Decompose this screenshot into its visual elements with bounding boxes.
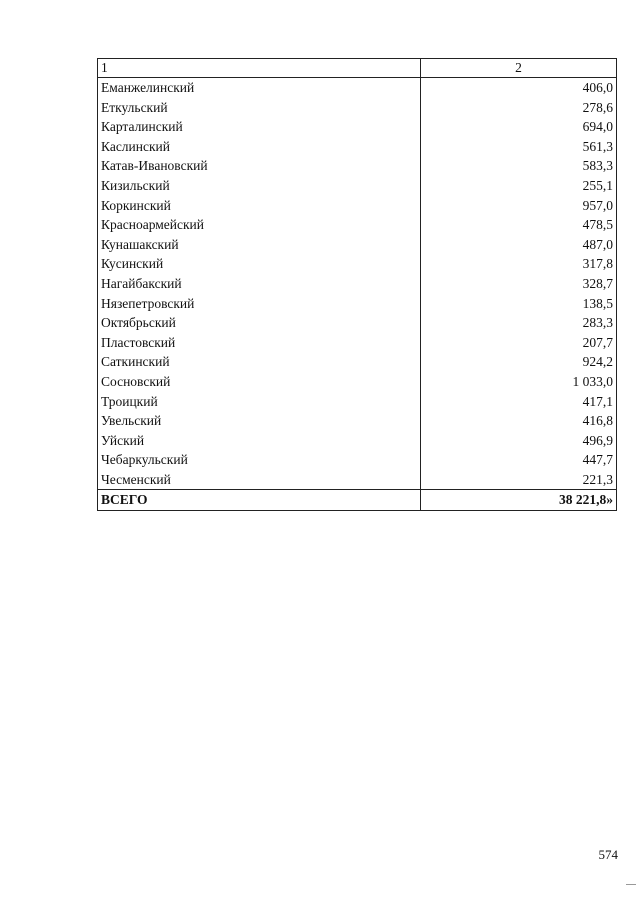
district-value: 221,3 — [421, 470, 617, 490]
district-name: Саткинский — [98, 352, 421, 372]
district-value: 1 033,0 — [421, 372, 617, 392]
district-value: 561,3 — [421, 137, 617, 157]
table-row — [98, 78, 617, 98]
table-row — [98, 313, 617, 333]
district-value: 487,0 — [421, 235, 617, 255]
district-name: Карталинский — [98, 117, 421, 137]
district-value: 207,7 — [421, 333, 617, 353]
district-value: 317,8 — [421, 254, 617, 274]
allocation-table — [97, 58, 617, 511]
district-name: Коркинский — [98, 196, 421, 216]
total-label: ВСЕГО — [98, 490, 421, 511]
district-name: Кизильский — [98, 176, 421, 196]
table-row — [98, 294, 617, 314]
district-value: 496,9 — [421, 431, 617, 451]
district-value: 583,3 — [421, 156, 617, 176]
district-value: 138,5 — [421, 294, 617, 314]
table-row — [98, 235, 617, 255]
table-row — [98, 450, 617, 470]
district-value: 255,1 — [421, 176, 617, 196]
header-row — [98, 59, 617, 78]
table-row — [98, 392, 617, 412]
district-value: 416,8 — [421, 411, 617, 431]
table-row — [98, 117, 617, 137]
table-row — [98, 196, 617, 216]
table-row — [98, 431, 617, 451]
district-name: Уйский — [98, 431, 421, 451]
header-col-1: 1 — [98, 59, 421, 78]
district-name: Кусинский — [98, 254, 421, 274]
table-row — [98, 254, 617, 274]
total-row — [98, 490, 617, 511]
district-value: 406,0 — [421, 78, 617, 98]
table-row — [98, 98, 617, 118]
district-value: 957,0 — [421, 196, 617, 216]
page-number: 574 — [598, 847, 618, 862]
district-value: 328,7 — [421, 274, 617, 294]
district-name: Красноармейский — [98, 215, 421, 235]
district-value: 283,3 — [421, 313, 617, 333]
district-value: 278,6 — [421, 98, 617, 118]
table-body — [98, 78, 617, 490]
district-name: Увельский — [98, 411, 421, 431]
district-name: Сосновский — [98, 372, 421, 392]
district-name: Октябрьский — [98, 313, 421, 333]
table-row — [98, 274, 617, 294]
margin-mark — [626, 884, 636, 885]
district-value: 478,5 — [421, 215, 617, 235]
table-row — [98, 333, 617, 353]
district-value: 417,1 — [421, 392, 617, 412]
district-name: Еманжелинский — [98, 78, 421, 98]
table-row — [98, 352, 617, 372]
table-row — [98, 137, 617, 157]
table-row — [98, 470, 617, 490]
table-footer — [98, 490, 617, 511]
district-name: Катав-Ивановский — [98, 156, 421, 176]
table-row — [98, 411, 617, 431]
district-name: Чесменский — [98, 470, 421, 490]
table-row — [98, 215, 617, 235]
district-name: Кунашакский — [98, 235, 421, 255]
table-row — [98, 372, 617, 392]
district-name: Еткульский — [98, 98, 421, 118]
table-row — [98, 176, 617, 196]
district-value: 924,2 — [421, 352, 617, 372]
district-value: 447,7 — [421, 450, 617, 470]
district-name: Пластовский — [98, 333, 421, 353]
district-name: Нязепетровский — [98, 294, 421, 314]
district-name: Троицкий — [98, 392, 421, 412]
district-name: Нагайбакский — [98, 274, 421, 294]
district-name: Чебаркульский — [98, 450, 421, 470]
header-col-2: 2 — [421, 59, 617, 78]
table-header — [98, 59, 617, 78]
table-row — [98, 156, 617, 176]
district-name: Каслинский — [98, 137, 421, 157]
district-value: 694,0 — [421, 117, 617, 137]
total-value: 38 221,8» — [421, 490, 617, 511]
